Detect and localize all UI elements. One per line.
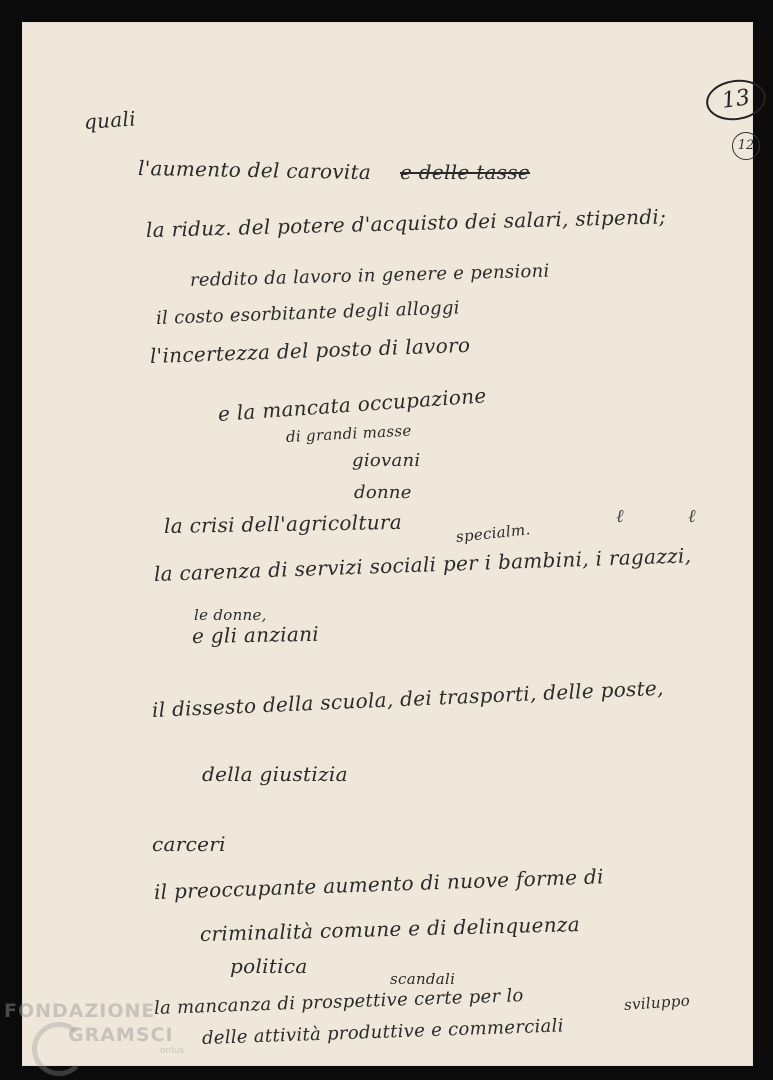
handwritten-line: della giustizia [202, 762, 348, 786]
interlinear-insertion: specialm. [455, 520, 532, 546]
page-number: 13 [704, 76, 769, 124]
handwritten-line: e la mancata occupazione [217, 383, 488, 426]
handwritten-line: la mancanza di prospettive certe per lo [153, 985, 524, 1019]
handwritten-line: giovani [352, 450, 421, 471]
handwritten-line: delle attività produttive e commerciali [201, 1015, 565, 1049]
handwritten-line: la carenza di servizi sociali per i bambini, i ragazzi, [153, 543, 692, 586]
handwritten-line: politica [230, 954, 308, 978]
struck-text: e delle tasse [400, 160, 531, 184]
watermark-text: FONDAZIONE [4, 1000, 156, 1022]
interlinear-insertion: le donne, [194, 606, 267, 624]
stray-pen-mark: ℓ [616, 506, 624, 527]
stray-pen-mark: ℓ [688, 506, 696, 527]
handwritten-line: la crisi dell'agricoltura [163, 509, 403, 538]
handwritten-line: la riduz. del potere d'acquisto dei salari, stipendi; [145, 204, 667, 242]
handwritten-line: il preoccupante aumento di nuove forme di [153, 864, 605, 904]
handwritten-line: donne [354, 482, 412, 503]
handwritten-line: quali [83, 106, 137, 134]
handwritten-line: reddito da lavoro in genere e pensioni [189, 260, 550, 291]
watermark-suffix: onlus [160, 1046, 185, 1056]
manuscript-page [22, 22, 753, 1066]
interlinear-insertion: sviluppo [623, 991, 691, 1014]
handwritten-line: carceri [152, 832, 226, 856]
interlinear-insertion: di grandi masse [285, 421, 412, 446]
handwritten-line: il dissesto della scuola, dei trasporti, delle poste, [151, 675, 665, 722]
handwritten-line: e gli anziani [191, 621, 320, 648]
handwritten-line: l'aumento del carovita [137, 156, 372, 185]
handwritten-line: criminalità comune e di delinquenza [199, 912, 581, 946]
watermark-text: GRAMSCI [68, 1024, 174, 1046]
interlinear-insertion: scandali [390, 970, 456, 988]
old-page-number: 12 [732, 132, 760, 160]
handwritten-line: il costo esorbitante degli alloggi [155, 297, 461, 329]
handwritten-line: l'incertezza del posto di lavoro [149, 332, 471, 368]
